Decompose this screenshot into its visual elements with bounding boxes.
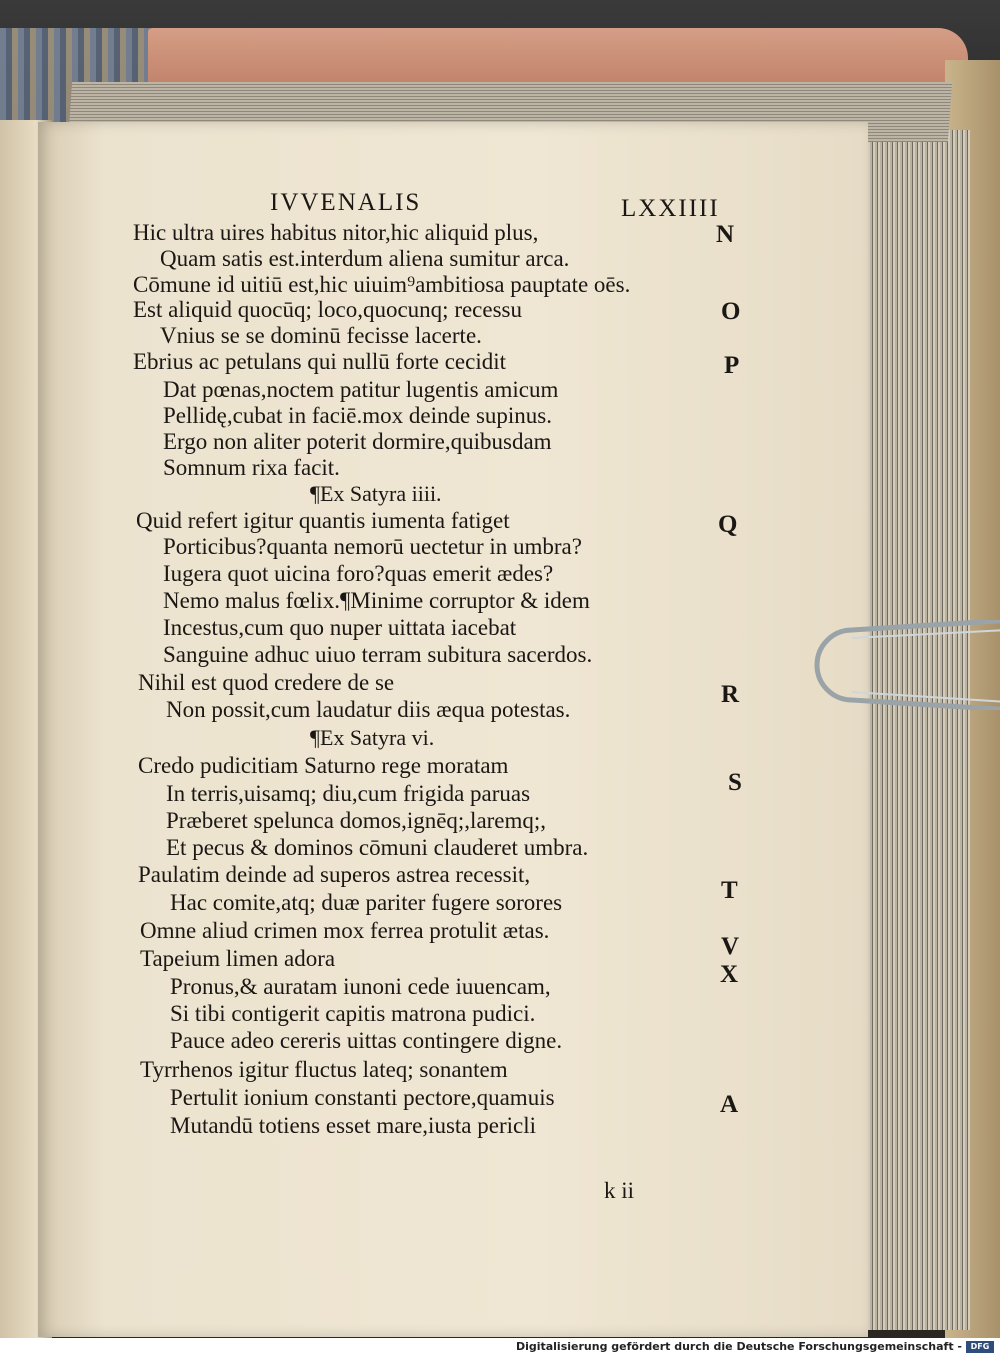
margin-letter: A — [720, 1091, 739, 1118]
text-line: Paulatim deinde ad superos astrea recessit, — [138, 862, 531, 887]
text-line: Cōmune id uitiū est,hic uiuim⁹ambitiosa pauptate oēs. — [133, 272, 631, 297]
margin-letter: N — [716, 221, 735, 248]
text-line: Est aliquid quocūq; loco,quocunq; recessu — [133, 297, 523, 322]
text-line: Somnum rixa facit. — [163, 455, 340, 480]
dfg-logo: DFG — [966, 1341, 994, 1353]
text-line: Non possit,cum laudatur diis æqua potestas. — [166, 697, 571, 722]
text-line: Hac comite,atq; duæ pariter fugere sorores — [170, 890, 563, 915]
margin-letter: T — [721, 877, 738, 904]
margin-letter: P — [724, 352, 740, 379]
folio-number: LXXIIII — [621, 195, 720, 222]
text-line: Ebrius ac petulans qui nullū forte cecidit — [133, 349, 506, 374]
text-line: Si tibi contigerit capitis matrona pudici. — [170, 1001, 536, 1026]
text-line: Nihil est quod credere de se — [138, 670, 395, 695]
text-line: Pellidę,cubat in faciē.mox deinde supinus. — [163, 403, 552, 428]
margin-letter: V — [721, 933, 740, 960]
text-line: Pertulit ionium constanti pectore,quamuis — [170, 1085, 555, 1110]
text-line: Quam satis est.interdum aliena sumitur arca. — [160, 246, 570, 271]
text-line: Dat pœnas,noctem patitur lugentis amicum — [163, 377, 559, 402]
running-header: IVVENALIS — [270, 189, 422, 216]
metal-bookmark-clip — [812, 620, 1000, 710]
text-line: Hic ultra uires habitus nitor,hic aliquid plus, — [133, 220, 539, 245]
text-line: In terris,uisamq; diu,cum frigida paruas — [166, 781, 531, 806]
text-line: Porticibus?quanta nemorū uectetur in umbra? — [163, 534, 582, 559]
text-line: Mutandū totiens esset mare,iusta pericli — [170, 1113, 536, 1138]
text-line: Quid refert igitur quantis iumenta fatiget — [136, 508, 510, 533]
red-page-edge — [148, 28, 968, 90]
margin-letter: O — [721, 298, 741, 325]
text-line: Incestus,cum quo nuper uittata iacebat — [163, 615, 517, 640]
text-line: Credo pudicitiam Saturno rege moratam — [138, 753, 509, 778]
page-stack-right — [860, 130, 970, 1330]
margin-letter: S — [728, 769, 742, 796]
signature-mark: k ii — [604, 1178, 635, 1203]
text-line: Tyrrhenos igitur fluctus lateq; sonantem — [140, 1057, 508, 1082]
text-line: Pronus,& auratam iunoni cede iuuencam, — [170, 974, 551, 999]
text-line: Præberet spelunca domos,ignēq;,laremq;, — [166, 808, 547, 833]
text-line: Vnius se se dominū fecisse lacerte. — [160, 323, 482, 348]
text-page — [38, 122, 868, 1337]
margin-letter: R — [721, 681, 740, 708]
section-heading: ¶Ex Satyra vi. — [310, 725, 435, 750]
text-line: Sanguine adhuc uiuo terram subitura sacerdos. — [163, 642, 593, 667]
margin-letter: X — [720, 961, 739, 988]
text-line: Tapeium limen adora — [140, 946, 336, 971]
text-line: Ergo non aliter poterit dormire,quibusdam — [163, 429, 552, 454]
text-line: Pauce adeo cereris uittas contingere digne. — [170, 1028, 563, 1053]
text-line: Omne aliud crimen mox ferrea protulit ætas. — [140, 918, 550, 943]
margin-letter: Q — [718, 511, 738, 538]
text-line: Et pecus & dominos cōmuni clauderet umbra. — [166, 835, 589, 860]
text-line: Iugera quot uicina foro?quas emerit ædes? — [163, 561, 554, 586]
funding-credit: Digitalisierung gefördert durch die Deutsche Forschungsgemeinschaft - — [515, 1340, 962, 1353]
section-heading: ¶Ex Satyra iiii. — [310, 481, 442, 506]
text-line: Nemo malus fœlix.¶Minime corruptor & idem — [163, 588, 590, 613]
